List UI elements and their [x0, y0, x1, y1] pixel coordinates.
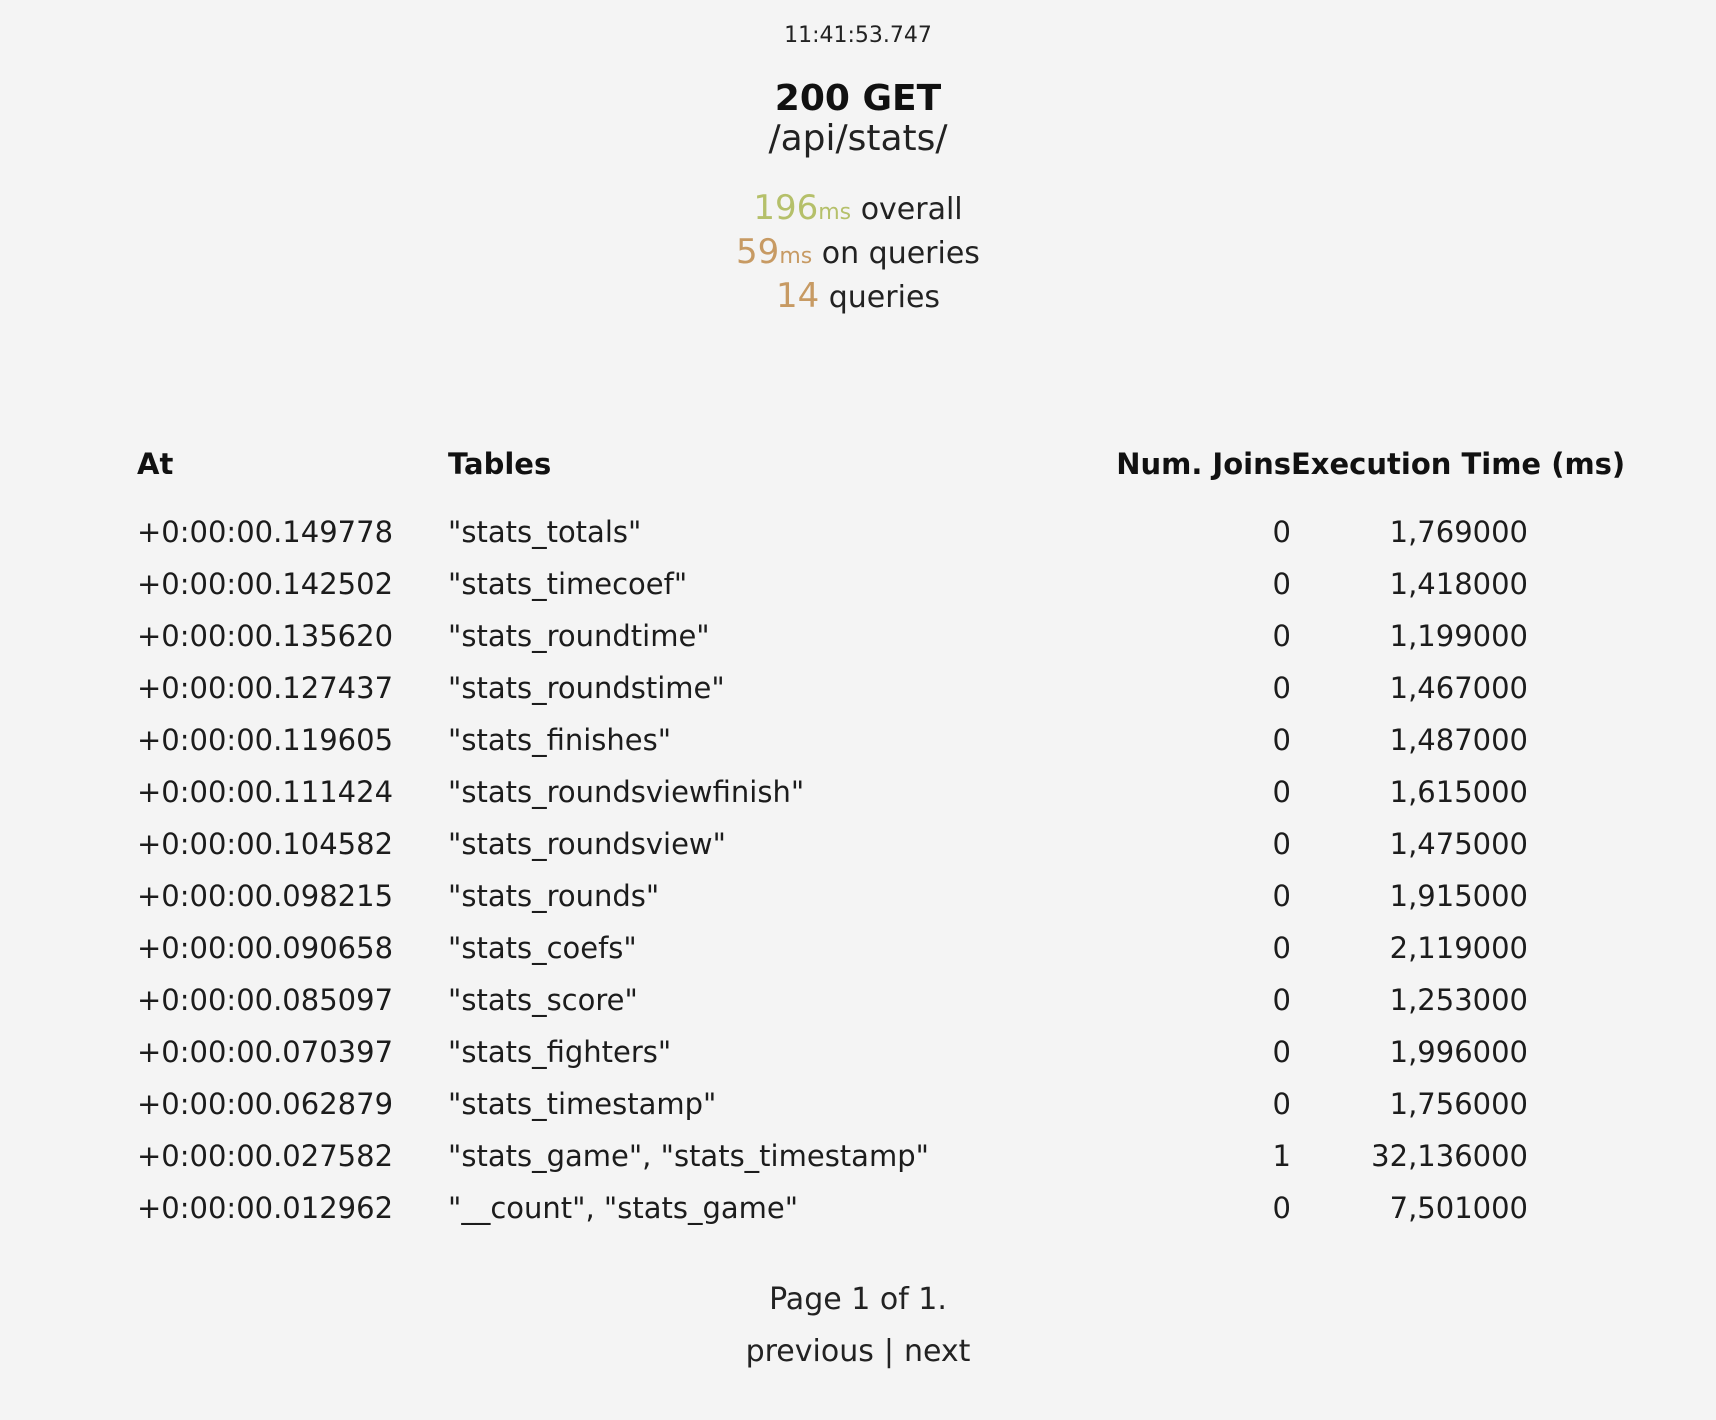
cell-tables: "__count", "stats_game" — [448, 1191, 799, 1225]
request-timestamp: 11:41:53.747 — [784, 23, 932, 48]
table-row — [137, 922, 1528, 974]
column-header-tables: Tables — [448, 447, 552, 481]
cell-execution-time: 1,467000 — [1389, 671, 1528, 705]
table-row — [137, 610, 1528, 662]
queries-count-label: queries — [819, 280, 941, 315]
cell-tables: "stats_fighters" — [448, 1035, 672, 1069]
cell-num-joins: 0 — [1272, 775, 1291, 809]
cell-num-joins: 0 — [1272, 671, 1291, 705]
cell-tables: "stats_score" — [448, 983, 638, 1017]
cell-tables: "stats_totals" — [448, 515, 642, 549]
cell-tables: "stats_coefs" — [448, 931, 637, 965]
cell-num-joins: 0 — [1272, 619, 1291, 653]
cell-num-joins: 1 — [1272, 1139, 1291, 1173]
pagination — [0, 1280, 1716, 1372]
cell-execution-time: 1,996000 — [1389, 1035, 1528, 1069]
cell-at: +0:00:00.098215 — [137, 879, 394, 913]
cell-tables: "stats_roundsview" — [448, 827, 726, 861]
cell-at: +0:00:00.062879 — [137, 1087, 394, 1121]
cell-execution-time: 1,475000 — [1389, 827, 1528, 861]
overall-time-unit: ms — [818, 200, 852, 225]
column-header-at: At — [137, 447, 174, 481]
overall-time-label: overall — [851, 192, 963, 227]
cell-at: +0:00:00.090658 — [137, 931, 394, 965]
cell-at: +0:00:00.111424 — [137, 775, 394, 809]
table-row — [137, 1130, 1528, 1182]
table-row — [137, 714, 1528, 766]
overall-time-metric — [0, 188, 1716, 233]
table-row — [137, 662, 1528, 714]
cell-num-joins: 0 — [1272, 931, 1291, 965]
request-status-method: 200 GET — [774, 78, 942, 119]
cell-at: +0:00:00.135620 — [137, 619, 394, 653]
cell-execution-time: 1,769000 — [1389, 515, 1528, 549]
cell-execution-time: 1,253000 — [1389, 983, 1528, 1017]
cell-num-joins: 0 — [1272, 723, 1291, 757]
cell-at: +0:00:00.119605 — [137, 723, 394, 757]
cell-execution-time: 1,487000 — [1389, 723, 1528, 757]
cell-execution-time: 1,418000 — [1389, 567, 1528, 601]
queries-time-value: 59 — [736, 232, 780, 272]
queries-table — [137, 438, 1626, 1234]
cell-num-joins: 0 — [1272, 1087, 1291, 1121]
cell-execution-time: 2,119000 — [1389, 931, 1528, 965]
previous-page-link[interactable]: previous — [745, 1334, 874, 1369]
queries-time-metric — [0, 232, 1716, 277]
cell-num-joins: 0 — [1272, 567, 1291, 601]
next-page-link[interactable]: next — [903, 1334, 971, 1369]
cell-tables: "stats_timestamp" — [448, 1087, 717, 1121]
cell-execution-time: 32,136000 — [1371, 1139, 1528, 1173]
table-row — [137, 1078, 1528, 1130]
cell-at: +0:00:00.085097 — [137, 983, 394, 1017]
column-header-execution-time: Execution Time (ms) — [1291, 447, 1626, 481]
cell-at: +0:00:00.012962 — [137, 1191, 394, 1225]
column-header-num-joins: Num. Joins — [1116, 447, 1291, 481]
cell-num-joins: 0 — [1272, 1035, 1291, 1069]
page-info: Page 1 of 1. — [769, 1282, 947, 1317]
cell-at: +0:00:00.142502 — [137, 567, 394, 601]
cell-num-joins: 0 — [1272, 983, 1291, 1017]
table-row — [137, 1026, 1528, 1078]
request-path: /api/stats/ — [768, 118, 948, 159]
queries-table-container — [137, 438, 1626, 1234]
pagination-links — [0, 1332, 1716, 1372]
cell-tables: "stats_roundtime" — [448, 619, 710, 653]
pagination-separator: | — [883, 1334, 894, 1369]
cell-tables: "stats_roundstime" — [448, 671, 725, 705]
cell-tables: "stats_finishes" — [448, 723, 672, 757]
table-row — [137, 870, 1528, 922]
cell-execution-time: 1,915000 — [1389, 879, 1528, 913]
table-row — [137, 558, 1528, 610]
cell-execution-time: 1,756000 — [1389, 1087, 1528, 1121]
table-row — [137, 974, 1528, 1026]
queries-count-value: 14 — [775, 276, 820, 316]
cell-tables: "stats_timecoef" — [448, 567, 688, 601]
cell-at: +0:00:00.104582 — [137, 827, 394, 861]
cell-num-joins: 0 — [1272, 515, 1291, 549]
table-row — [137, 766, 1528, 818]
table-row — [137, 818, 1528, 870]
queries-count-metric — [0, 276, 1716, 318]
cell-execution-time: 1,199000 — [1389, 619, 1528, 653]
cell-at: +0:00:00.070397 — [137, 1035, 394, 1069]
cell-at: +0:00:00.149778 — [137, 515, 394, 549]
cell-num-joins: 0 — [1272, 879, 1291, 913]
queries-time-unit: ms — [779, 244, 813, 269]
queries-time-label: on queries — [812, 236, 980, 271]
cell-tables: "stats_roundsviewfinish" — [448, 775, 805, 809]
cell-tables: "stats_rounds" — [448, 879, 660, 913]
cell-execution-time: 7,501000 — [1389, 1191, 1528, 1225]
table-row — [137, 506, 1528, 558]
cell-num-joins: 0 — [1272, 1191, 1291, 1225]
cell-at: +0:00:00.127437 — [137, 671, 394, 705]
overall-time-value: 196 — [753, 188, 819, 228]
table-row — [137, 1182, 1528, 1234]
cell-execution-time: 1,615000 — [1389, 775, 1528, 809]
cell-tables: "stats_game", "stats_timestamp" — [448, 1139, 929, 1173]
cell-at: +0:00:00.027582 — [137, 1139, 394, 1173]
table-header-row — [137, 438, 1528, 506]
cell-num-joins: 0 — [1272, 827, 1291, 861]
